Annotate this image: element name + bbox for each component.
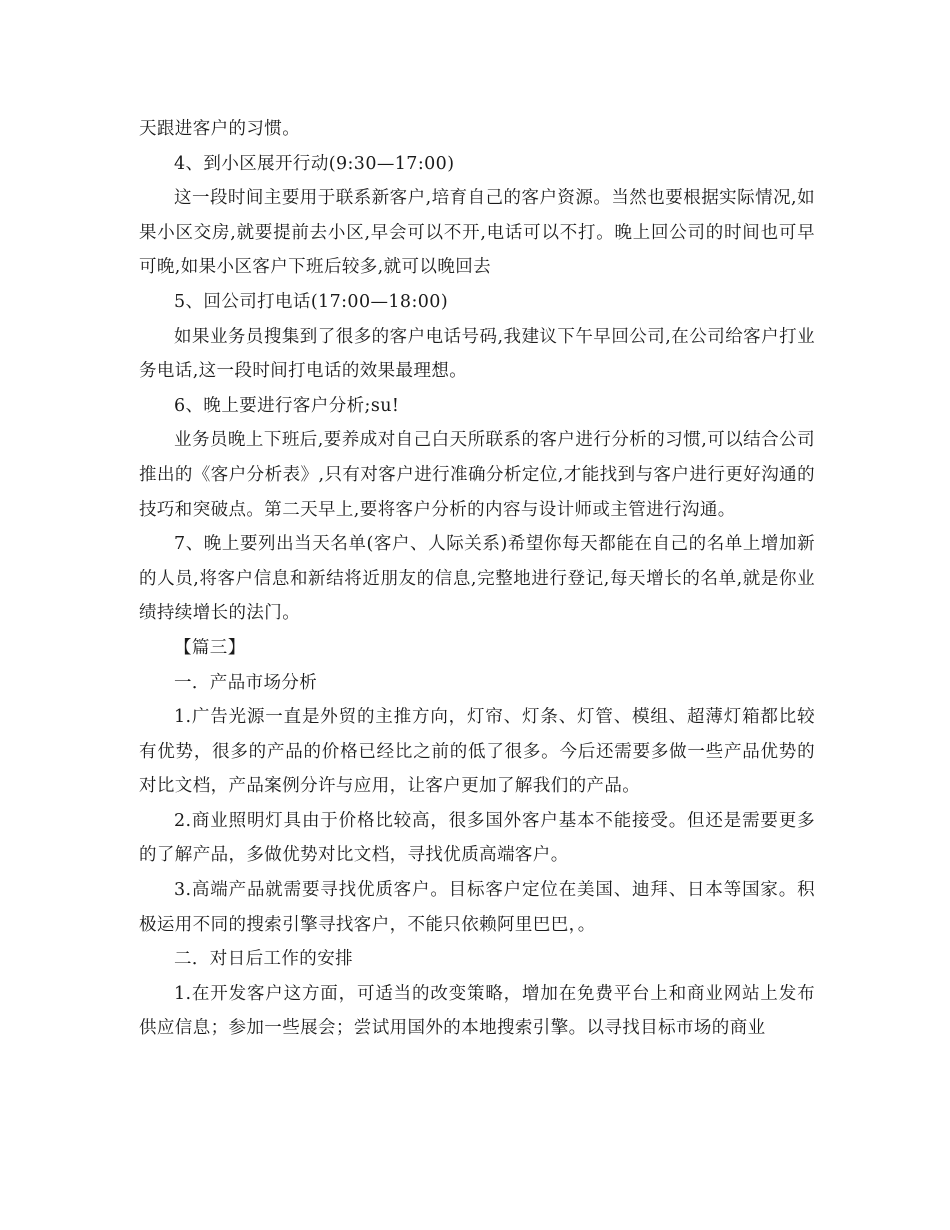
section-heading: 5、回公司打电话(17:00—18:00) xyxy=(174,291,449,312)
paragraph: 如果业务员搜集到了很多的客户电话号码,我建议下午早回公司,在公司给客户打业务电话,这一段时间打电话的效果最理想。 xyxy=(139,326,815,382)
paragraph: 1.广告光源一直是外贸的主推方向，灯帘、灯条、灯管、模组、超薄灯箱都比较有优势，很多的产品的价格已经比之前的低了很多。今后还需要多做一些产品优势的对比文档，产品案例分许与应用，让客户更加了解我们的产品。 xyxy=(139,707,815,797)
paragraph: 3.高端产品就需要寻找优质客户。目标客户定位在美国、迪拜、日本等国家。积极运用不同的搜索引擎寻找客户，不能只依赖阿里巴巴，。 xyxy=(139,880,815,935)
section-heading: 6、晚上要进行客户分析;su! xyxy=(174,395,400,416)
section-heading: 一．产品市场分析 xyxy=(174,672,318,693)
paragraph: 2.商业照明灯具由于价格比较高，很多国外客户基本不能接受。但还是需要更多的了解产品，多做优势对比文档，寻找优质高端客户。 xyxy=(139,810,815,866)
document-body xyxy=(139,112,815,1046)
paragraph: 7、晚上要列出当天名单(客户、人际关系)希望你每天都能在自己的名单上增加新的人员,将客户信息和新结将近朋友的信息,完整地进行登记,每天增长的名单,就是你业绩持续增长的法门。 xyxy=(139,534,815,624)
paragraph: 1.在开发客户这方面，可适当的改变策略，增加在免费平台上和商业网站上发布供应信息；参加一些展会；尝试用国外的本地搜索引擎。以寻找目标市场的商业 xyxy=(139,983,815,1039)
paragraph: 业务员晚上下班后,要养成对自己白天所联系的客户进行分析的习惯,可以结合公司推出的《客户分析表》,只有对客户进行准确分析定位,才能找到与客户进行更好沟通的技巧和突破点。第二天早上,要将客户分析的内容与设计师或主管进行沟通。 xyxy=(139,430,815,520)
chapter-heading: 【篇三】 xyxy=(174,637,246,658)
paragraph: 天跟进客户的习惯。 xyxy=(139,119,301,139)
paragraph: 这一段时间主要用于联系新客户,培育自己的客户资源。当然也要根据实际情况,如果小区交房,就要提前去小区,早会可以不开,电话可以不打。晚上回公司的时间也可早可晚,如果小区客户下班后较多,就可以晚回去 xyxy=(139,188,815,278)
section-heading: 4、到小区展开行动(9:30—17:00) xyxy=(174,153,455,174)
section-heading: 二．对日后工作的安排 xyxy=(174,949,353,970)
